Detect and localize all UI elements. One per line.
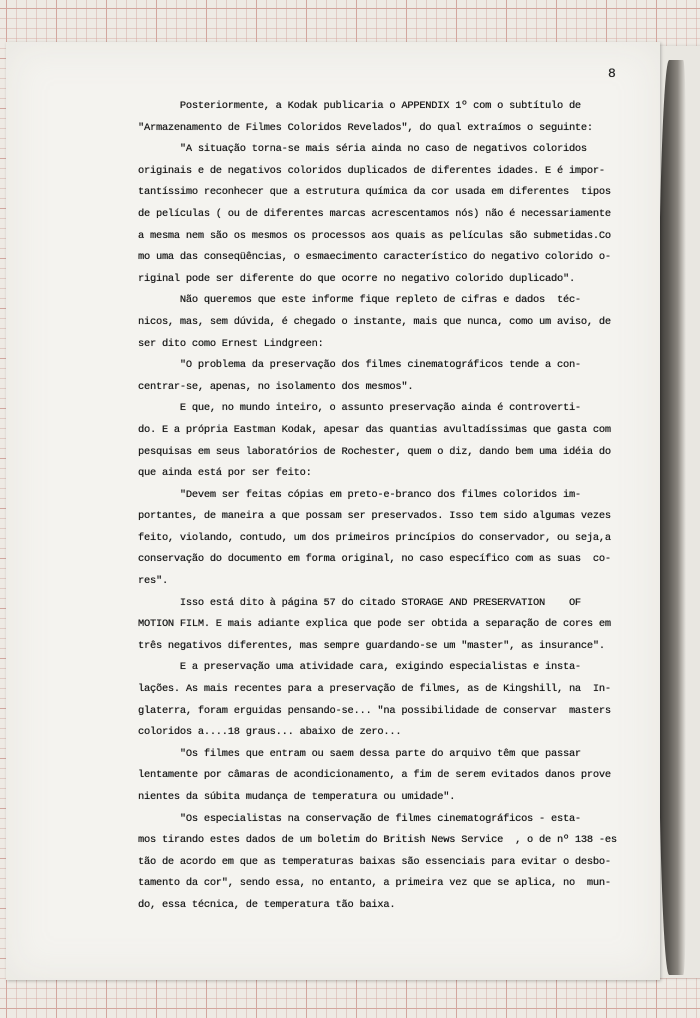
- text-line: que ainda está por ser feito:: [138, 467, 312, 480]
- text-line: mos tirando estes dados de um boletim do British News Service , o de nº 138 -es: [138, 834, 617, 847]
- text-line: "A situação torna-se mais séria ainda no caso de negativos coloridos: [138, 143, 587, 156]
- text-line: do, essa técnica, de temperatura tão baixa.: [138, 898, 396, 911]
- text-line: Isso está dito à página 57 do citado STORAGE AND PRESERVATION OF: [138, 596, 581, 609]
- text-line: do. E a própria Eastman Kodak, apesar das quantias avultadíssimas que gasta com: [138, 423, 611, 436]
- text-line: mo uma das conseqüências, o esmaecimento característico do negativo colorido o-: [138, 251, 611, 264]
- text-line: lentamente por câmaras de acondicionamento, a fim de serem evitados danos prove: [138, 769, 611, 782]
- text-line: Não queremos que este informe fique repleto de cifras e dados téc-: [138, 294, 581, 307]
- text-line: "Devem ser feitas cópias em preto-e-branco dos filmes coloridos im-: [138, 488, 581, 501]
- text-line: originais e de negativos coloridos duplicados de diferentes idades. E é impor-: [138, 164, 605, 177]
- text-line: E que, no mundo inteiro, o assunto preservação ainda é controverti-: [138, 402, 581, 415]
- text-line: nicos, mas, sem dúvida, é chegado o instante, mais que nunca, como um aviso, de: [138, 315, 611, 328]
- text-line: "O problema da preservação dos filmes cinematográficos tende a con-: [138, 359, 581, 372]
- text-line: conservação do documento em forma original, no caso específico com as suas co-: [138, 553, 611, 566]
- text-line: portantes, de maneira a que possam ser preservados. Isso tem sido algumas vezes: [138, 510, 611, 523]
- text-line: riginal pode ser diferente do que ocorre no negativo colorido duplicado".: [138, 272, 575, 285]
- text-line: res".: [138, 575, 168, 588]
- text-line: Posteriormente, a Kodak publicaria o APPENDIX 1º com o subtítulo de: [138, 100, 581, 112]
- text-line: E a preservação uma atividade cara, exigindo especialistas e insta-: [138, 661, 581, 674]
- text-line: glaterra, foram erguidas pensando-se... "na possibilidade de conservar masters: [138, 704, 611, 717]
- text-line: coloridos a....18 graus... abaixo de zero...: [138, 726, 402, 739]
- text-line: tão de acordo em que as temperaturas baixas são essenciais para evitar o desbo-: [138, 855, 611, 868]
- text-line: "Os especialistas na conservação de filmes cinematográficos - esta-: [138, 812, 581, 825]
- text-line: "Os filmes que entram ou saem dessa parte do arquivo têm que passar: [138, 747, 581, 760]
- text-line: ser dito como Ernest Lindgreen:: [138, 337, 324, 350]
- text-line: a mesma nem são os mesmos os processos aos quais as películas são submetidas.Co: [138, 229, 611, 242]
- text-line: tamento da cor", sendo essa, no entanto, a primeira vez que se aplica, no mun-: [138, 877, 611, 890]
- text-line: MOTION FILM. E mais adiante explica que pode ser obtida a separação de cores em: [138, 618, 611, 631]
- text-line: três negativos diferentes, mas sempre guardando-se um "master", as insurance".: [138, 639, 605, 652]
- text-line: lações. As mais recentes para a preservação de filmes, as de Kingshill, na In-: [138, 683, 611, 696]
- text-line: pesquisas em seus laboratórios de Rochester, quem o diz, dando bem uma idéia do: [138, 445, 611, 458]
- back-page-shadow: [658, 60, 686, 975]
- text-line: centrar-se, apenas, no isolamento dos mesmos".: [138, 380, 414, 393]
- text-line: tantíssimo reconhecer que a estrutura química da cor usada em diferentes tipos: [138, 186, 611, 199]
- document-page: [6, 42, 660, 980]
- page-number: 8: [608, 66, 616, 81]
- body-text: [138, 96, 628, 917]
- text-line: feito, violando, contudo, um dos primeiros princípios do conservador, ou seja,a: [138, 531, 611, 544]
- text-line: "Armazenamento de Filmes Coloridos Revelados", do qual extraímos o seguinte:: [138, 121, 593, 134]
- text-line: nientes da súbita mudança de temperatura ou umidade".: [138, 791, 456, 803]
- text-line: de películas ( ou de diferentes marcas acrescentamos nós) não é necessariamente: [138, 207, 611, 220]
